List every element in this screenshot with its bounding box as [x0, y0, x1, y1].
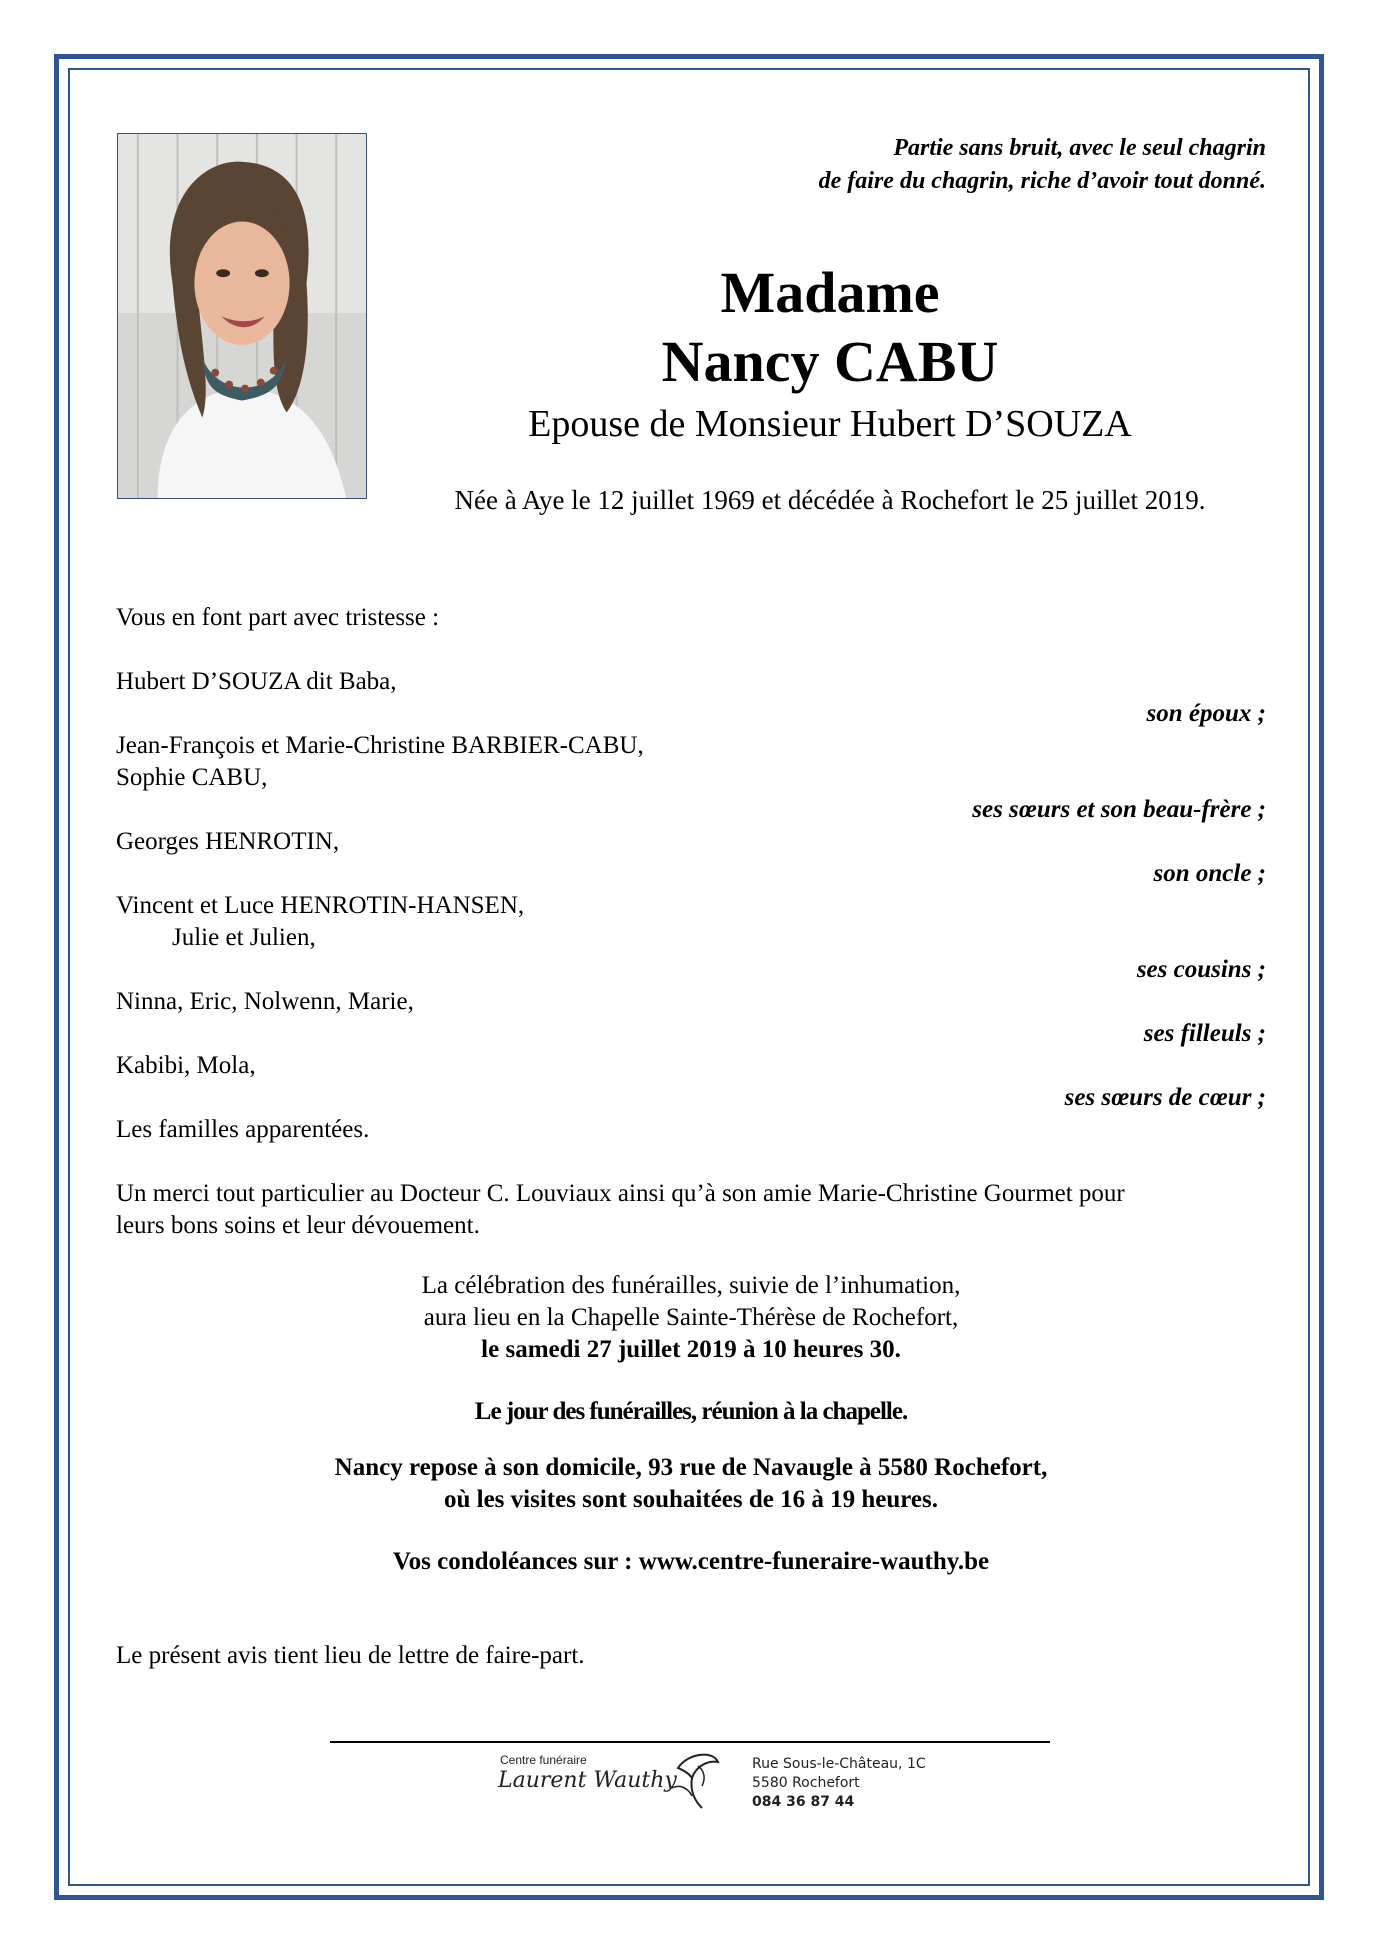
family-member-line: Georges HENROTIN, [116, 828, 340, 855]
family-member-line: Jean-François et Marie-Christine BARBIER-CABU, [116, 732, 644, 759]
family-member-line: Sophie CABU, [116, 764, 268, 791]
phone-number: 084 36 87 44 [752, 1794, 855, 1810]
announcement-intro: Vous en font part avec tristesse : [116, 604, 440, 631]
condolences-link[interactable]: Vos condoléances sur : www.centre-funeraire-wauthy.be [392, 1548, 990, 1575]
ceremony-line-2: aura lieu en la Chapelle Sainte-Thérèse de Rochefort, [423, 1304, 959, 1331]
family-member-line: Hubert D’SOUZA dit Baba, [116, 668, 397, 695]
thanks-paragraph [116, 1178, 1276, 1242]
quote-line-1: Partie sans bruit, avec le seul chagrin [893, 135, 1266, 161]
deceased-title: Madame [720, 260, 940, 325]
family-relation: ses sœurs et son beau-frère ; [972, 796, 1266, 823]
family-relation: son époux ; [1146, 700, 1266, 727]
family-relation: son oncle ; [1153, 860, 1266, 887]
footer-divider [330, 1741, 1050, 1743]
meeting-info [116, 1396, 1266, 1428]
rest-line-1: Nancy repose à son domicile, 93 rue de Navaugle à 5580 Rochefort, [334, 1454, 1048, 1481]
meeting-line: Le jour des funérailles, réunion à la chapelle. [474, 1398, 908, 1425]
family-member-line: Julie et Julien, [172, 924, 316, 951]
notice-line: Le présent avis tient lieu de lettre de faire-part. [116, 1642, 585, 1669]
rest-line-2: où les visites sont souhaitées de 16 à 19 heures. [443, 1486, 938, 1513]
funeral-home-name: Laurent Wauthy [498, 1768, 677, 1793]
epitaph-quote [566, 132, 1266, 198]
funeral-home-label: Centre funéraire [500, 1753, 587, 1767]
portrait-photo [117, 133, 367, 499]
address-line-2: 5580 Rochefort [752, 1775, 860, 1791]
families-related: Les familles apparentées. [116, 1116, 370, 1143]
family-relation: ses filleuls ; [1143, 1020, 1266, 1047]
spouse-line: Epouse de Monsieur Hubert D’SOUZA [528, 403, 1132, 445]
ceremony-line-1: La célébration des funérailles, suivie de l’inhumation, [421, 1272, 961, 1299]
ceremony-date: le samedi 27 juillet 2019 à 10 heures 30. [481, 1336, 901, 1363]
funeral-home-address [752, 1755, 926, 1812]
family-member-line: Vincent et Luce HENROTIN-HANSEN, [116, 892, 525, 919]
address-line-1: Rue Sous-le-Château, 1C [752, 1756, 926, 1772]
family-member-line: Kabibi, Mola, [116, 1052, 256, 1079]
family-member-line: Ninna, Eric, Nolwenn, Marie, [116, 988, 414, 1015]
thanks-line-1: Un merci tout particulier au Docteur C. Louviaux ainsi qu’à son amie Marie-Christine Gourmet pour [116, 1180, 1125, 1207]
quote-line-2: de faire du chagrin, riche d’avoir tout donné. [818, 168, 1266, 194]
ceremony-info [116, 1270, 1266, 1366]
family-relation: ses sœurs de cœur ; [1064, 1084, 1266, 1111]
thanks-line-2: leurs bons soins et leur dévouement. [116, 1212, 480, 1239]
rest-info [116, 1452, 1266, 1516]
condolences-info [116, 1546, 1266, 1578]
deceased-name: Nancy CABU [661, 329, 999, 394]
calla-lily-icon [668, 1748, 724, 1810]
family-relation: ses cousins ; [1136, 956, 1266, 983]
birth-death-dates: Née à Aye le 12 juillet 1969 et décédée à Rochefort le 25 juillet 2019. [454, 485, 1206, 515]
